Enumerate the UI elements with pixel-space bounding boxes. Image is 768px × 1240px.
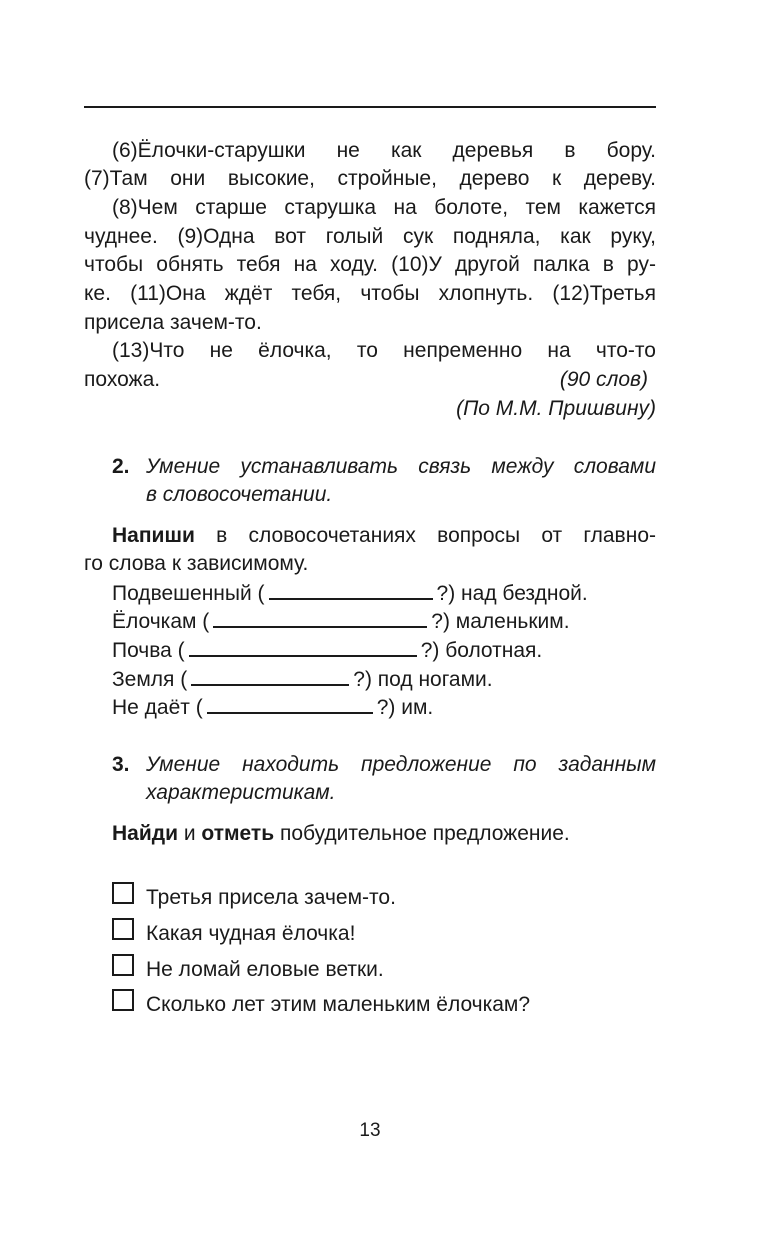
passage-line: похожа.	[84, 368, 161, 391]
passage-line: (6)Ёлочки-старушки не как деревья в бору.	[112, 139, 656, 162]
phrase-item: Ёлочкам ( ?) маленьким.	[112, 610, 570, 633]
task-instruction: го слова к зависимому.	[84, 552, 309, 575]
passage-line: (8)Чем старше старушка на болоте, тем кажется	[112, 196, 656, 219]
passage-line: (13)Что не ёлочка, то непременно на что-то	[112, 339, 656, 362]
task-number: 2.	[112, 455, 130, 478]
phrase-item: Подвешенный ( ?) над бездной.	[112, 582, 588, 605]
passage-line: (7)Там они высокие, стройные, дерево к дереву.	[84, 167, 656, 190]
phrase-item: Земля ( ?) под ногами.	[112, 668, 493, 691]
phrase-item: Почва ( ?) болотная.	[112, 639, 543, 662]
instruction-verb: отметь	[201, 822, 275, 845]
answer-blank[interactable]	[269, 580, 433, 600]
instruction-verb: Найди	[112, 822, 178, 845]
answer-blank[interactable]	[213, 608, 427, 628]
task-title: в словосочетании.	[146, 483, 333, 506]
passage-line: ке. (11)Она ждёт тебя, чтобы хлопнуть. (12)Третья	[84, 282, 656, 305]
header-rule	[84, 106, 656, 108]
phrase-item: Не даёт ( ?) им.	[112, 696, 434, 719]
task-instruction: Найди и отметь побудительное предложение.	[112, 822, 570, 845]
page-number: 13	[359, 1120, 381, 1141]
task-number: 3.	[112, 753, 130, 776]
passage-source: (По М.М. Пришвину)	[456, 397, 656, 420]
option-checkbox[interactable]	[112, 989, 134, 1011]
option-checkbox[interactable]	[112, 918, 134, 940]
passage-line: чуднее. (9)Одна вот голый сук подняла, как руку,	[84, 225, 656, 248]
option-label: Третья присела зачем-то.	[146, 886, 396, 909]
task-instruction: Напиши в словосочетаниях вопросы от главно-	[112, 524, 656, 547]
answer-blank[interactable]	[207, 694, 373, 714]
passage-line: чтобы обнять тебя на ходу. (10)У другой палка в ру-	[84, 253, 656, 276]
option-checkbox[interactable]	[112, 954, 134, 976]
task-title: Умение находить предложение по заданным	[146, 753, 656, 776]
option-label: Сколько лет этим маленьким ёлочкам?	[146, 993, 531, 1016]
task-title: характеристикам.	[146, 781, 336, 804]
passage-line: присела зачем-то.	[84, 311, 262, 334]
answer-blank[interactable]	[191, 666, 349, 686]
answer-blank[interactable]	[189, 637, 417, 657]
option-label: Какая чудная ёлочка!	[146, 922, 356, 945]
task-title: Умение устанавливать связь между словами	[146, 455, 656, 478]
option-label: Не ломай еловые ветки.	[146, 958, 384, 981]
word-count: (90 слов)	[559, 368, 648, 391]
option-checkbox[interactable]	[112, 882, 134, 904]
instruction-verb: Напиши	[112, 524, 195, 547]
